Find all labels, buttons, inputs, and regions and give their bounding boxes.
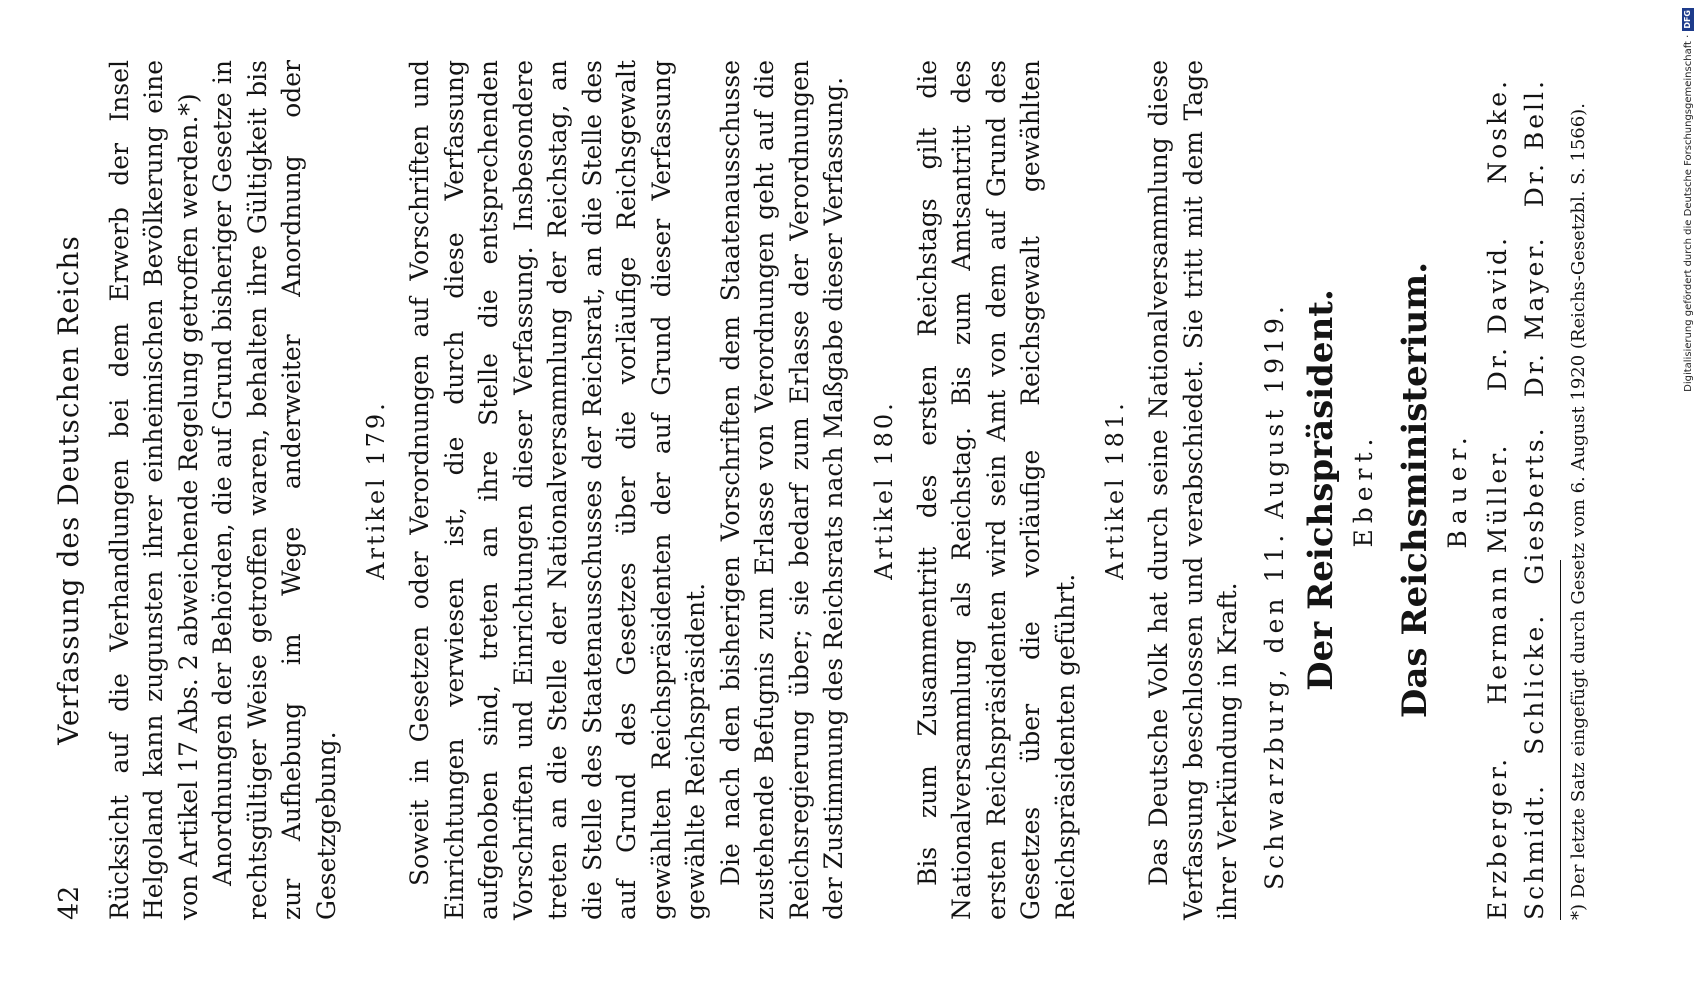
page-header xyxy=(50,60,89,920)
minister-name: Dr. David. xyxy=(1483,235,1513,392)
footnote: *) Der letzte Satz eingefügt durch Gesetz vom 6. August 1920 (Reichs-Gesetzbl. S. 1566). xyxy=(1568,103,1590,920)
minister-name: Giesberts. xyxy=(1519,425,1549,585)
minister-name: Dr. Bell. xyxy=(1519,78,1549,208)
date-line: Schwarzburg, den 11. August 1919. xyxy=(1259,302,1289,890)
president-name: Ebert. xyxy=(1349,432,1379,548)
article-180-title: Artikel 180. xyxy=(869,400,898,580)
article-181-title: Artikel 181. xyxy=(1101,400,1130,580)
minister-name: Schmidt. xyxy=(1519,783,1549,920)
digitization-credit-text: Digitalisierung gefördert durch die Deutsche Forschungsgemeinschaft · xyxy=(1682,34,1694,392)
paragraph-helgoland: Rücksicht auf die Verhandlungen bei dem Erwerb der Insel Helgoland kann zugunsten ihrer einheimischen Bevölkerung eine von Artikel 17 Abs. 2 abweichende Regelung getroffen werden.*) xyxy=(104,60,203,920)
ministry-title: Das Reichsministerium. xyxy=(1394,261,1435,719)
president-title: Der Reichspräsident. xyxy=(1301,289,1342,691)
minister-name: Schlicke. xyxy=(1519,612,1549,755)
minister-name: Noske. xyxy=(1483,78,1513,184)
chancellor-name: Bauer. xyxy=(1442,431,1472,549)
digitization-credit xyxy=(1681,8,1695,992)
article-181-paragraph: Das Deutsche Volk hat durch seine Nationalversammlung diese Verfassung beschlossen und verabschiedet. Sie tritt mit dem Tage ihrer Verkündung in Kraft. xyxy=(1144,60,1243,920)
article-179-title: Artikel 179. xyxy=(362,400,391,580)
article-180-paragraph: Bis zum Zusammentritt des ersten Reichstags gilt die Nationalversammlung als Reichstag. Bis zum Amtsantritt des ersten Reichspräsidenten wird sein Amt von dem auf Grund des Gesetzes über die vorläufige Reichsgewalt gewählten Reichspräsidenten geführt. xyxy=(912,60,1080,920)
article-179-paragraph-1: Soweit in Gesetzen oder Verordnungen auf Vorschriften und Einrichtungen verwiesen ist, die durch diese Verfassung aufgehoben sind, treten an ihre Stelle die entsprechenden Vorschriften und Einrichtungen dieser Verfassung. Insbesondere treten an die Stelle der Nationalversammlung der Reichstag, an die Stelle des Staatenausschusses der Reichsrat, an die Stelle des auf Grund des Gesetzes über die vorläufige Reichsgewalt gewählten Reichspräsidenten der auf Grund dieser Verfassung gewählte Reichspräsident. xyxy=(405,60,711,920)
minister-name: Dr. Mayer. xyxy=(1519,235,1549,398)
paragraph-anordnungen: Anordnungen der Behörden, die auf Grund bisheriger Gesetze in rechtsgültiger Weise getroffen waren, behalten ihre Gültigkeit bis zur Aufhebung im Wege anderweiter Anordnung oder Gesetzgebung. xyxy=(208,60,341,920)
minister-name: Erzberger. xyxy=(1483,755,1513,920)
footnote-divider xyxy=(1560,560,1561,920)
page-number: 42 xyxy=(54,885,85,920)
ministers-row-2 xyxy=(1518,60,1553,920)
dfg-logo: DFG xyxy=(1683,10,1692,29)
ministers-row-1 xyxy=(1481,60,1516,920)
running-title: Verfassung des Deutschen Reichs xyxy=(52,235,85,745)
minister-name: Hermann Müller. xyxy=(1483,442,1513,705)
article-179-paragraph-2: Die nach den bisherigen Vorschriften dem Staatenausschusse zustehende Befugnis zum Erlasse von Verordnungen geht auf die Reichsregierung über; sie bedarf zum Erlasse der Verordnungen der Zustimmung des Reichsrats nach Maßgabe dieser Verfassung. xyxy=(715,60,849,920)
